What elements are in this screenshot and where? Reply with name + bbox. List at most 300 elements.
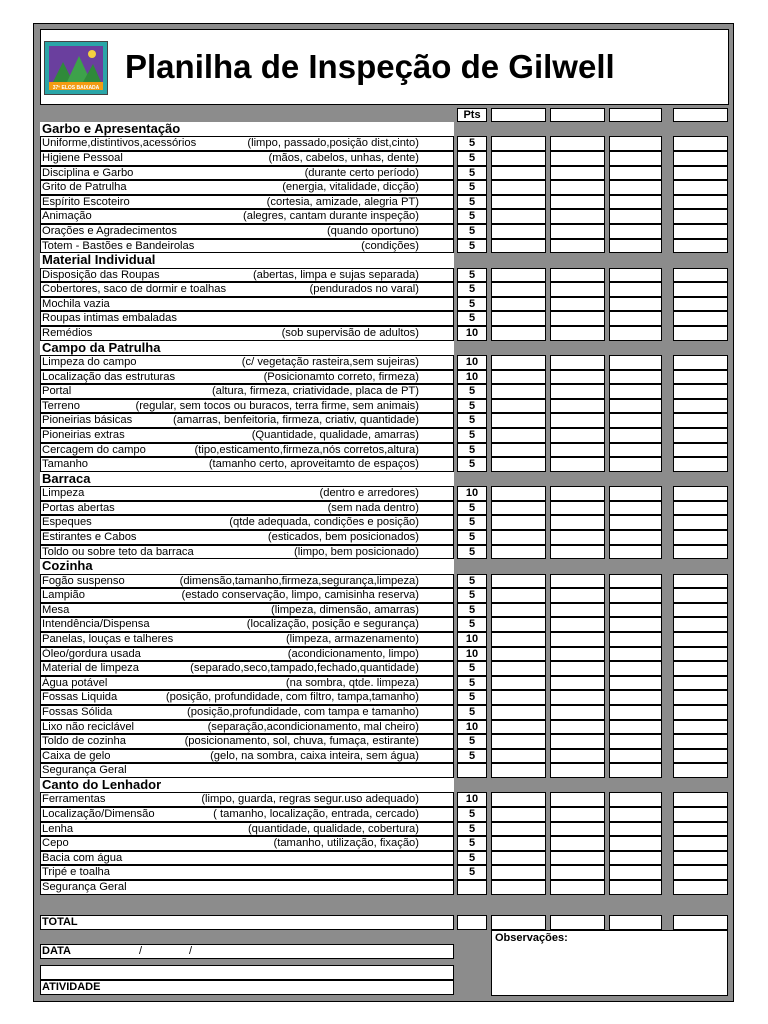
score-box[interactable] — [491, 268, 546, 283]
score-box[interactable] — [673, 792, 728, 807]
item-points: 5 — [457, 515, 487, 530]
score-box[interactable] — [550, 515, 605, 530]
item-criteria: (na sombra, qtde. limpeza) — [285, 676, 419, 689]
score-box[interactable] — [609, 749, 662, 764]
item-name: Localização/Dimensão — [42, 808, 155, 820]
score-box[interactable] — [673, 676, 728, 691]
item-name: Remédios — [42, 327, 93, 339]
item-criteria: (mãos, cabelos, unhas, dente) — [268, 152, 419, 164]
item-criteria: (condições) — [361, 239, 419, 252]
score-box[interactable] — [609, 647, 662, 662]
score-box[interactable] — [491, 239, 546, 254]
item-points — [457, 763, 487, 778]
score-box[interactable] — [550, 588, 605, 603]
item-name: Cobertores, saco de dormir e toalhas — [42, 283, 227, 296]
score-box[interactable] — [609, 443, 662, 458]
date-separator: / — [189, 945, 193, 957]
score-box[interactable] — [550, 428, 605, 443]
checklist-item — [40, 282, 454, 297]
score-box[interactable] — [491, 399, 546, 414]
score-box[interactable] — [550, 617, 605, 632]
score-box[interactable] — [673, 457, 728, 472]
section-title: Material Individual — [40, 253, 454, 267]
score-box[interactable] — [673, 690, 728, 705]
checklist-item — [40, 545, 454, 560]
date-field[interactable] — [40, 944, 454, 959]
score-box[interactable] — [673, 311, 728, 326]
checklist-item — [40, 195, 454, 210]
item-name: Segurança Geral — [42, 881, 127, 893]
score-box[interactable] — [673, 239, 728, 254]
item-points: 5 — [457, 428, 487, 443]
score-box[interactable] — [609, 865, 662, 880]
total-pts-box[interactable] — [457, 915, 487, 930]
section-title: Canto do Lenhador — [40, 778, 454, 792]
total-score-box[interactable] — [550, 915, 605, 930]
score-box[interactable] — [673, 603, 728, 618]
score-box[interactable] — [609, 428, 662, 443]
item-name: Animação — [42, 210, 92, 223]
score-box[interactable] — [609, 574, 662, 589]
score-box[interactable] — [673, 734, 728, 749]
item-criteria: (altura, firmeza, criatividade, placa de PT) — [211, 385, 419, 398]
score-box[interactable] — [609, 836, 662, 851]
score-box[interactable] — [491, 224, 546, 239]
score-box[interactable] — [609, 166, 662, 181]
score-box[interactable] — [550, 457, 605, 472]
score-box[interactable] — [491, 836, 546, 851]
item-criteria: (tamanho, utilização, fixação) — [273, 837, 419, 850]
score-box[interactable] — [673, 515, 728, 530]
score-box[interactable] — [491, 297, 546, 312]
score-box[interactable] — [550, 720, 605, 735]
score-box[interactable] — [550, 530, 605, 545]
score-box[interactable] — [673, 355, 728, 370]
score-box[interactable] — [491, 705, 546, 720]
score-box[interactable] — [491, 413, 546, 428]
score-box[interactable] — [491, 515, 546, 530]
score-box[interactable] — [550, 399, 605, 414]
score-box[interactable] — [673, 486, 728, 501]
score-box[interactable] — [673, 224, 728, 239]
checklist-item — [40, 647, 454, 662]
checklist-item — [40, 399, 454, 414]
score-box[interactable] — [491, 647, 546, 662]
score-box[interactable] — [673, 501, 728, 516]
item-points: 5 — [457, 209, 487, 224]
score-box[interactable] — [550, 749, 605, 764]
item-name: Bacia com água — [42, 851, 123, 864]
score-box[interactable] — [673, 326, 728, 341]
checklist-item — [40, 822, 454, 837]
score-box[interactable] — [491, 822, 546, 837]
score-box[interactable] — [550, 501, 605, 516]
item-criteria: (posição, profundidade, com filtro, tampa,tamanho) — [165, 691, 419, 704]
score-box[interactable] — [550, 370, 605, 385]
item-criteria: (separação,acondicionamento, mal cheiro) — [207, 720, 419, 733]
score-box[interactable] — [491, 749, 546, 764]
score-box[interactable] — [673, 617, 728, 632]
score-box[interactable] — [491, 166, 546, 181]
score-box[interactable] — [609, 224, 662, 239]
header-score-box[interactable] — [491, 108, 546, 122]
observations-label: Observações: — [495, 932, 568, 944]
score-box[interactable] — [491, 355, 546, 370]
score-box[interactable] — [550, 413, 605, 428]
item-name: Uniforme,distintivos,acessórios — [42, 137, 197, 150]
score-box[interactable] — [673, 384, 728, 399]
activity-field[interactable] — [40, 980, 454, 995]
item-name: Tamanho — [42, 458, 89, 471]
score-box[interactable] — [550, 355, 605, 370]
score-box[interactable] — [609, 311, 662, 326]
score-box[interactable] — [491, 661, 546, 676]
checklist-item — [40, 749, 454, 764]
score-box[interactable] — [673, 282, 728, 297]
score-box[interactable] — [550, 239, 605, 254]
score-box[interactable] — [550, 297, 605, 312]
score-box[interactable] — [491, 720, 546, 735]
score-box[interactable] — [609, 617, 662, 632]
score-box[interactable] — [609, 413, 662, 428]
score-box[interactable] — [673, 836, 728, 851]
score-box[interactable] — [609, 268, 662, 283]
score-box[interactable] — [673, 413, 728, 428]
score-box[interactable] — [673, 209, 728, 224]
score-box[interactable] — [550, 690, 605, 705]
score-box[interactable] — [491, 501, 546, 516]
score-box[interactable] — [550, 195, 605, 210]
checklist-item — [40, 720, 454, 735]
score-box[interactable] — [491, 209, 546, 224]
item-criteria: (energia, vitalidade, dicção) — [282, 181, 419, 194]
item-points: 5 — [457, 443, 487, 458]
score-box[interactable] — [609, 239, 662, 254]
item-name: Terreno — [42, 399, 80, 412]
item-name: Mesa — [42, 603, 70, 616]
item-name: Tripé e toalha — [42, 866, 110, 879]
score-box[interactable] — [491, 632, 546, 647]
score-box[interactable] — [673, 443, 728, 458]
score-box[interactable] — [609, 209, 662, 224]
item-points: 5 — [457, 545, 487, 560]
item-name: Portal — [42, 385, 72, 398]
total-score-box[interactable] — [673, 915, 728, 930]
score-box[interactable] — [491, 180, 546, 195]
score-box[interactable] — [550, 136, 605, 151]
item-criteria: (limpo, bem posicionado) — [294, 545, 419, 558]
section-title: Barraca — [40, 472, 454, 486]
score-box[interactable] — [673, 166, 728, 181]
score-box[interactable] — [609, 501, 662, 516]
item-criteria: (esticados, bem posicionados) — [267, 531, 419, 543]
score-box[interactable] — [609, 457, 662, 472]
item-criteria: (limpo, guarda, regras segur.uso adequado) — [201, 793, 419, 806]
item-name: Limpeza — [42, 487, 85, 500]
score-box[interactable] — [491, 603, 546, 618]
score-box[interactable] — [550, 807, 605, 822]
item-points: 5 — [457, 661, 487, 676]
score-box[interactable] — [609, 545, 662, 560]
item-criteria: (dimensão,tamanho,firmeza,segurança,limpeza) — [179, 574, 419, 587]
score-box[interactable] — [673, 647, 728, 662]
score-box[interactable] — [673, 370, 728, 385]
score-box[interactable] — [550, 632, 605, 647]
checklist-item — [40, 443, 454, 458]
score-box[interactable] — [491, 136, 546, 151]
score-box[interactable] — [609, 763, 662, 778]
total-score-box[interactable] — [491, 915, 546, 930]
blank-field[interactable] — [40, 965, 454, 980]
item-name: Caixa de gelo — [42, 749, 111, 762]
score-box[interactable] — [609, 370, 662, 385]
score-box[interactable] — [609, 515, 662, 530]
score-box[interactable] — [673, 807, 728, 822]
score-box[interactable] — [550, 166, 605, 181]
score-box[interactable] — [609, 530, 662, 545]
item-points: 5 — [457, 311, 487, 326]
checklist-item — [40, 661, 454, 676]
score-box[interactable] — [609, 690, 662, 705]
score-box[interactable] — [491, 282, 546, 297]
score-box[interactable] — [550, 822, 605, 837]
score-box[interactable] — [673, 763, 728, 778]
score-box[interactable] — [491, 311, 546, 326]
item-name: Fossas Sólida — [42, 706, 113, 718]
item-criteria: (qtde adequada, condições e posição) — [229, 516, 419, 529]
score-box[interactable] — [609, 880, 662, 895]
checklist-item — [40, 763, 454, 778]
score-box[interactable] — [550, 763, 605, 778]
score-box[interactable] — [550, 180, 605, 195]
score-box[interactable] — [491, 676, 546, 691]
score-box[interactable] — [673, 268, 728, 283]
item-points: 5 — [457, 617, 487, 632]
item-points: 5 — [457, 836, 487, 851]
score-box[interactable] — [491, 763, 546, 778]
total-score-box[interactable] — [609, 915, 662, 930]
section-title: Garbo e Apresentação — [40, 122, 454, 136]
score-box[interactable] — [609, 136, 662, 151]
header-score-box[interactable] — [550, 108, 605, 122]
score-box[interactable] — [609, 399, 662, 414]
item-points: 5 — [457, 239, 487, 254]
score-box[interactable] — [673, 705, 728, 720]
score-box[interactable] — [550, 705, 605, 720]
score-box[interactable] — [491, 792, 546, 807]
score-box[interactable] — [673, 880, 728, 895]
score-box[interactable] — [550, 865, 605, 880]
item-points: 5 — [457, 413, 487, 428]
score-box[interactable] — [550, 282, 605, 297]
score-box[interactable] — [550, 836, 605, 851]
score-box[interactable] — [609, 282, 662, 297]
score-box[interactable] — [609, 661, 662, 676]
score-box[interactable] — [673, 632, 728, 647]
score-box[interactable] — [491, 370, 546, 385]
score-box[interactable] — [673, 195, 728, 210]
score-box[interactable] — [550, 661, 605, 676]
header-score-box[interactable] — [609, 108, 662, 122]
item-criteria: (pendurados no varal) — [309, 283, 419, 296]
score-box[interactable] — [609, 807, 662, 822]
score-box[interactable] — [491, 384, 546, 399]
checklist-item — [40, 457, 454, 472]
score-box[interactable] — [550, 545, 605, 560]
score-box[interactable] — [609, 792, 662, 807]
item-points: 5 — [457, 851, 487, 866]
score-box[interactable] — [673, 588, 728, 603]
item-name: Intendência/Dispensa — [42, 618, 150, 631]
score-box[interactable] — [491, 588, 546, 603]
checklist-item — [40, 617, 454, 632]
item-points: 5 — [457, 180, 487, 195]
score-box[interactable] — [609, 195, 662, 210]
score-box[interactable] — [550, 851, 605, 866]
item-criteria: (tamanho certo, aproveitamto de espaços) — [208, 458, 419, 471]
checklist-item — [40, 632, 454, 647]
score-box[interactable] — [491, 486, 546, 501]
score-box[interactable] — [609, 734, 662, 749]
item-criteria: (limpeza, dimensão, amarras) — [271, 603, 419, 616]
score-box[interactable] — [609, 720, 662, 735]
checklist-item — [40, 326, 454, 341]
score-box[interactable] — [609, 822, 662, 837]
item-points: 5 — [457, 224, 487, 239]
score-box[interactable] — [609, 705, 662, 720]
item-name: Cepo — [42, 837, 69, 850]
score-box[interactable] — [673, 851, 728, 866]
item-points: 5 — [457, 151, 487, 166]
item-criteria: (limpo, passado,posição dist,cinto) — [247, 137, 419, 150]
score-box[interactable] — [550, 486, 605, 501]
score-box[interactable] — [550, 151, 605, 166]
checklist-item — [40, 880, 454, 895]
checklist-item — [40, 588, 454, 603]
score-box[interactable] — [673, 297, 728, 312]
score-box[interactable] — [609, 588, 662, 603]
score-box[interactable] — [609, 632, 662, 647]
score-box[interactable] — [491, 443, 546, 458]
score-box[interactable] — [491, 807, 546, 822]
score-box[interactable] — [550, 224, 605, 239]
item-name: Portas abertas — [42, 501, 115, 514]
score-box[interactable] — [609, 151, 662, 166]
score-box[interactable] — [550, 792, 605, 807]
score-box[interactable] — [491, 195, 546, 210]
score-box[interactable] — [550, 574, 605, 589]
score-box[interactable] — [609, 355, 662, 370]
score-box[interactable] — [609, 676, 662, 691]
score-box[interactable] — [609, 180, 662, 195]
item-points: 5 — [457, 530, 487, 545]
score-box[interactable] — [673, 574, 728, 589]
score-box[interactable] — [491, 851, 546, 866]
checklist-item — [40, 311, 454, 326]
score-box[interactable] — [550, 384, 605, 399]
item-criteria: (sob supervisão de adultos) — [281, 327, 419, 339]
score-box[interactable] — [491, 457, 546, 472]
item-name: Ferramentas — [42, 793, 106, 806]
item-name: Higiene Pessoal — [42, 152, 123, 164]
item-name: Roupas intimas embaladas — [42, 312, 177, 325]
score-box[interactable] — [491, 574, 546, 589]
score-box[interactable] — [673, 151, 728, 166]
score-box[interactable] — [673, 545, 728, 560]
score-box[interactable] — [550, 311, 605, 326]
score-box[interactable] — [491, 617, 546, 632]
item-points: 10 — [457, 355, 487, 370]
item-name: Óleo/gordura usada — [42, 647, 141, 660]
score-box[interactable] — [491, 326, 546, 341]
score-box[interactable] — [550, 209, 605, 224]
score-box[interactable] — [673, 720, 728, 735]
checklist-item — [40, 705, 454, 720]
observations-box[interactable] — [491, 930, 728, 996]
score-box[interactable] — [609, 384, 662, 399]
score-box[interactable] — [550, 734, 605, 749]
score-box[interactable] — [609, 603, 662, 618]
score-box[interactable] — [673, 822, 728, 837]
score-box[interactable] — [673, 428, 728, 443]
score-box[interactable] — [609, 851, 662, 866]
score-box[interactable] — [609, 486, 662, 501]
score-box[interactable] — [673, 749, 728, 764]
score-box[interactable] — [673, 136, 728, 151]
score-box[interactable] — [491, 530, 546, 545]
score-box[interactable] — [491, 428, 546, 443]
score-box[interactable] — [550, 880, 605, 895]
score-box[interactable] — [550, 647, 605, 662]
item-points: 5 — [457, 268, 487, 283]
score-box[interactable] — [491, 151, 546, 166]
item-criteria: (acondicionamento, limpo) — [287, 647, 419, 660]
score-box[interactable] — [609, 326, 662, 341]
score-box[interactable] — [609, 297, 662, 312]
item-name: Espeques — [42, 516, 92, 529]
header-score-box[interactable] — [673, 108, 728, 122]
score-box[interactable] — [550, 443, 605, 458]
score-box[interactable] — [491, 690, 546, 705]
score-box[interactable] — [491, 880, 546, 895]
score-box[interactable] — [673, 661, 728, 676]
checklist-item — [40, 486, 454, 501]
item-points: 5 — [457, 588, 487, 603]
item-points: 5 — [457, 705, 487, 720]
checklist-item — [40, 501, 454, 516]
item-name: Disposição das Roupas — [42, 268, 160, 281]
score-box[interactable] — [673, 865, 728, 880]
checklist-item — [40, 384, 454, 399]
score-box[interactable] — [491, 734, 546, 749]
score-box[interactable] — [491, 545, 546, 560]
score-box[interactable] — [550, 603, 605, 618]
item-criteria: (gelo, na sombra, caixa inteira, sem água) — [210, 749, 419, 762]
score-box[interactable] — [550, 676, 605, 691]
score-box[interactable] — [550, 268, 605, 283]
score-box[interactable] — [673, 180, 728, 195]
checklist-item — [40, 865, 454, 880]
item-points: 5 — [457, 195, 487, 210]
item-points: 5 — [457, 574, 487, 589]
checklist-item — [40, 413, 454, 428]
score-box[interactable] — [673, 530, 728, 545]
score-box[interactable] — [673, 399, 728, 414]
score-box[interactable] — [550, 326, 605, 341]
checklist-item — [40, 136, 454, 151]
checklist-item — [40, 370, 454, 385]
score-box[interactable] — [491, 865, 546, 880]
